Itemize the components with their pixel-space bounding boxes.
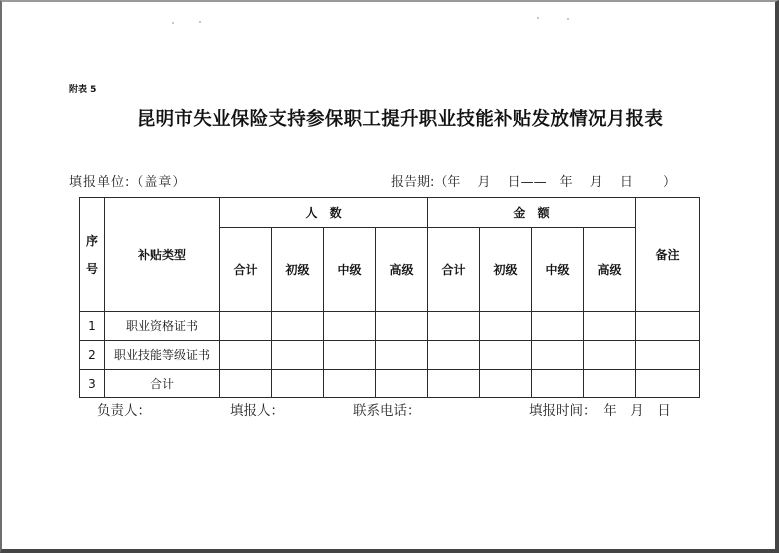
row-seq-cell: 1 — [80, 312, 105, 341]
row-subsidy-type-cell: 合计 — [105, 370, 220, 398]
amount-primary-cell — [480, 312, 532, 341]
people-intermediate-cell — [324, 341, 376, 370]
people-primary-header: 初级 — [272, 228, 324, 312]
people-total-cell — [220, 341, 272, 370]
amount-intermediate-cell — [532, 370, 584, 398]
amount-primary-cell — [480, 370, 532, 398]
scan-speck — [537, 17, 539, 19]
amount-total-cell — [428, 370, 480, 398]
row-seq-cell: 2 — [80, 341, 105, 370]
report-title: 昆明市失业保险支持参保职工提升职业技能补贴发放情况月报表 — [136, 109, 664, 130]
seq-header-char: 序 — [85, 233, 98, 248]
amount-primary-header: 初级 — [480, 228, 532, 312]
reporting-unit-label: 填报单位:（盖章） — [69, 175, 187, 190]
contact-phone-label: 联系电话： — [353, 403, 421, 419]
people-senior-header: 高级 — [376, 228, 428, 312]
remarks-header: 备注 — [636, 198, 700, 312]
people-total-cell — [220, 312, 272, 341]
attachment-label: 附表 5 — [69, 85, 97, 95]
reporting-period-label: 报告期:（年 月 日—— 年 月 日 ） — [391, 175, 677, 190]
seq-header-char: 号 — [85, 261, 98, 276]
amount-senior-header: 高级 — [584, 228, 636, 312]
fill-date-label: 填报时间： 年 月 日 — [529, 403, 671, 419]
people-total-cell — [220, 370, 272, 398]
amount-intermediate-cell — [532, 312, 584, 341]
people-primary-cell — [272, 370, 324, 398]
row-subsidy-type-cell: 职业资格证书 — [105, 312, 220, 341]
subsidy-report-table — [79, 197, 700, 398]
amount-senior-cell — [584, 312, 636, 341]
subsidy-type-header: 补贴类型 — [105, 198, 220, 312]
people-intermediate-cell — [324, 312, 376, 341]
scan-speck — [172, 22, 174, 24]
filler-label: 填报人： — [230, 403, 284, 419]
people-senior-cell — [376, 312, 428, 341]
table-row — [80, 312, 700, 341]
responsible-person-label: 负责人： — [97, 403, 151, 419]
amount-intermediate-cell — [532, 341, 584, 370]
seq-header — [80, 198, 105, 312]
people-total-header: 合计 — [220, 228, 272, 312]
header-row-groups — [80, 198, 700, 228]
amount-total-header: 合计 — [428, 228, 480, 312]
amount-total-cell — [428, 341, 480, 370]
scan-speck — [199, 21, 201, 23]
people-intermediate-header: 中级 — [324, 228, 376, 312]
table-row — [80, 370, 700, 398]
amount-senior-cell — [584, 370, 636, 398]
amount-total-cell — [428, 312, 480, 341]
people-primary-cell — [272, 312, 324, 341]
remarks-cell — [636, 312, 700, 341]
amount-primary-cell — [480, 341, 532, 370]
people-intermediate-cell — [324, 370, 376, 398]
people-senior-cell — [376, 341, 428, 370]
row-subsidy-type-cell: 职业技能等级证书 — [105, 341, 220, 370]
row-seq-cell: 3 — [80, 370, 105, 398]
remarks-cell — [636, 370, 700, 398]
people-senior-cell — [376, 370, 428, 398]
scan-speck — [567, 18, 569, 20]
people-count-group-header: 人 数 — [220, 198, 428, 228]
amount-senior-cell — [584, 341, 636, 370]
remarks-cell — [636, 341, 700, 370]
table-row — [80, 341, 700, 370]
table-body — [80, 198, 700, 398]
people-primary-cell — [272, 341, 324, 370]
amount-intermediate-header: 中级 — [532, 228, 584, 312]
amount-group-header: 金 额 — [428, 198, 636, 228]
